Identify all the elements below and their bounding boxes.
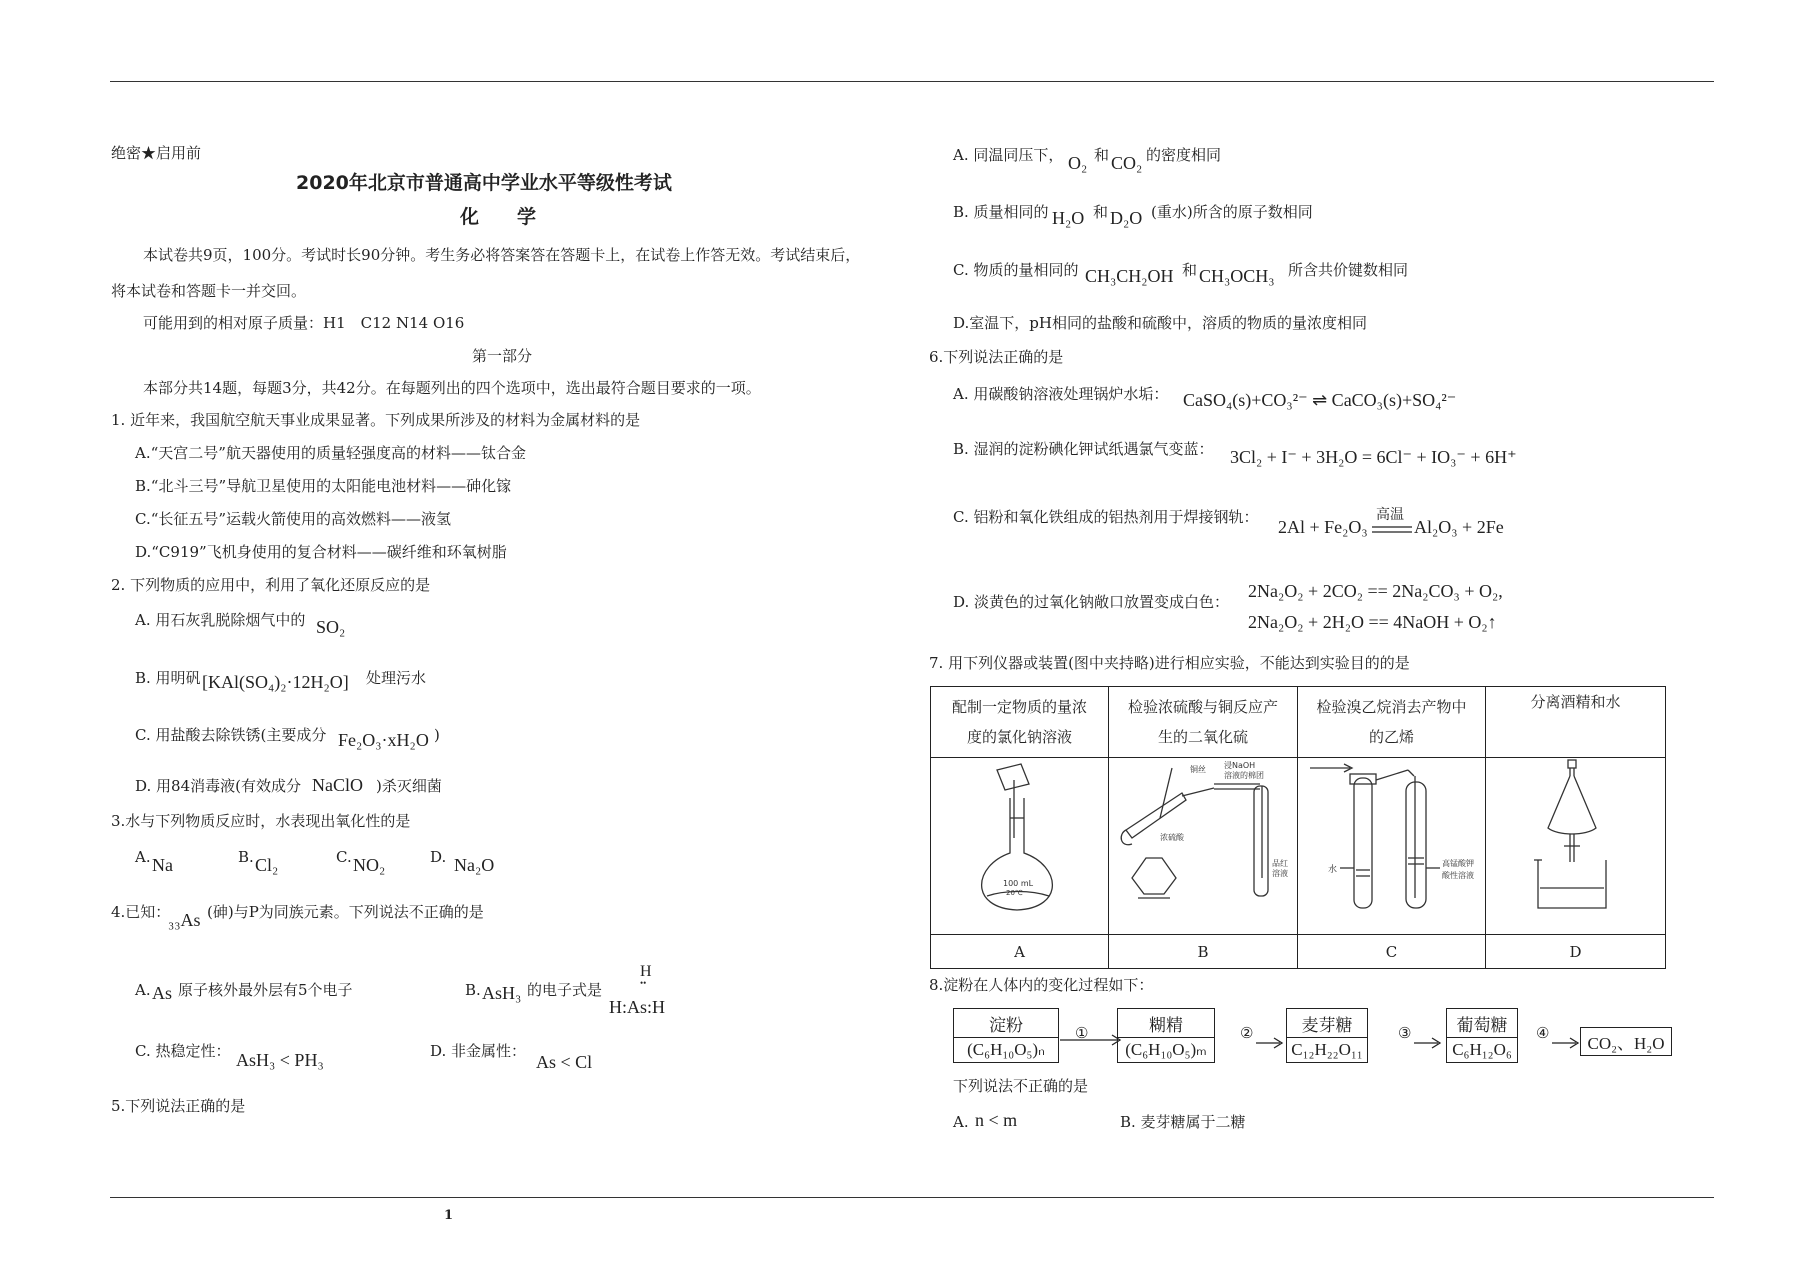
exp-d-header: 分离酒精和水 [1486,687,1666,758]
q1-option-a: A.“天宫二号”航天器使用的质量轻强度高的材料——钛合金 [135,444,526,462]
step-4-label: ④ [1536,1024,1550,1042]
intro-line-2: 将本试卷和答题卡一并交回。 [111,282,307,300]
q6-option-a-formula: CaSO₄(s)+CO₃²⁻ ⇌ CaCO₃(s)+SO₄²⁻ [1183,390,1457,410]
q6-option-d-formula-1: 2Na₂O₂ + 2CO₂ == 2Na₂CO₃ + O₂, [1248,581,1503,601]
q2-option-d-end: )杀灭细菌 [376,777,442,795]
q5-option-c-mid: 和 [1182,261,1198,279]
q4-option-a-formula: As [152,983,173,1003]
q3-option-b: B. [238,848,254,866]
q4-stem: 4.已知： [111,903,171,921]
q4-option-b-end: 的电子式是 [527,981,603,999]
starch-box [953,1008,1059,1063]
flask-volume-label: 100 mL [1003,879,1034,888]
q5-option-b-formula-1: H₂O [1052,208,1085,228]
q5-option-b-end: (重水)所含的原子数相同 [1151,203,1313,221]
exp-d-label: D [1486,935,1666,969]
subject-title: 化 学 [460,206,537,228]
q8-option-a-formula: n < m [975,1110,1018,1130]
q4-option-c: C. 热稳定性： [135,1042,231,1060]
q2-option-c: C. 用盐酸去除铁锈(主要成分 [135,726,327,744]
bottom-rule [110,1197,1714,1198]
exp-b-label: B [1109,935,1298,969]
q5-option-d: D.室温下，pH相同的盐酸和硫酸中，溶质的物质的量浓度相同 [953,314,1367,332]
q5-option-c-end: 所含共价键数相同 [1288,261,1409,279]
ethylene-test-apparatus-icon [1300,758,1485,928]
q5-option-a-formula-1: O₂ [1068,153,1088,173]
q8-stem: 8.淀粉在人体内的变化过程如下： [929,976,1154,994]
q6-option-b-formula: 3Cl₂ + I⁻ + 3H₂O = 6Cl⁻ + IO₃⁻ + 6H⁺ [1230,447,1517,467]
q6-option-c-formula-1: 2Al + Fe₂O₃ [1278,517,1368,537]
q3-option-d-formula: Na₂O [454,855,495,875]
dextrin-name: 糊精 [1118,1009,1214,1038]
starch-name: 淀粉 [954,1009,1058,1038]
q6-stem: 6.下列说法正确的是 [929,348,1064,366]
q8-option-a: A. [953,1113,969,1131]
q2-option-a: A. 用石灰乳脱除烟气中的 [135,611,306,629]
q5-option-a-formula-2: CO₂ [1111,153,1143,173]
exp-c-label: C [1298,935,1486,969]
arsine-dot-pair: •• [640,978,647,988]
separatory-funnel-icon [1488,758,1658,928]
q2-option-d-formula: NaClO [312,775,363,795]
intro-line-1: 本试卷共9页，100分。考试时长90分钟。考生务必将答案答在答题卡上，在试卷上作答无效。考试结束后， [143,246,861,264]
step-4-arrow [1552,1033,1582,1053]
maltose-formula: C₁₂H₂₂O₁₁ [1291,1040,1363,1059]
q1-stem: 1. 近年来，我国航空航天事业成果显著。下列成果所涉及的材料为金属材料的是 [111,411,641,429]
q5-option-a-end: 的密度相同 [1146,146,1222,164]
naoh-cotton-label-1: 浸NaOH [1224,761,1256,770]
exam-title: 2020年北京市普通高中学业水平等级性考试 [296,172,672,194]
magenta-label-2: 溶液 [1272,869,1288,878]
products-formula: CO₂、H₂O [1587,1034,1665,1053]
naoh-cotton-label-2: 溶液的棉团 [1224,771,1264,780]
q2-option-c-formula: Fe₂O₃·xH₂O [338,730,429,750]
conc-acid-label: 浓硫酸 [1160,833,1184,842]
q2-option-b: B. 用明矾 [135,669,201,687]
q4-option-c-formula: AsH₃ < PH₃ [236,1050,324,1070]
equals-sign [1372,526,1412,534]
q3-option-c: C. [336,848,352,866]
q6-option-d: D. 淡黄色的过氧化钠敞口放置变成白色： [953,593,1230,611]
secret-label: 绝密★启用前 [111,144,202,162]
q4-option-d: D. 非金属性： [430,1042,527,1060]
q8-option-b: B. 麦芽糖属于二糖 [1120,1113,1246,1131]
step-1-label: ① [1075,1024,1089,1042]
q6-option-c: C. 铝粉和氧化铁组成的铝热剂用于焊接钢轨： [953,508,1259,526]
part-heading: 第一部分 [472,347,533,365]
arsine-dot-h: H [640,963,652,980]
step-3-label: ③ [1398,1024,1412,1042]
q5-option-b: B. 质量相同的 [953,203,1049,221]
q6-option-c-condition: 高温 [1376,507,1404,523]
exp-b-header: 检验浓硫酸与铜反应产 生的二氧化硫 [1109,687,1298,758]
q1-option-b: B.“北斗三号”导航卫星使用的太阳能电池材料——砷化镓 [135,477,512,495]
q3-option-a-formula: Na [152,855,173,875]
q3-option-a: A. [135,848,151,866]
q5-option-c: C. 物质的量相同的 [953,261,1079,279]
q2-option-b-formula: [KAl(SO₄)₂·12H₂O] [202,672,349,692]
products-box [1580,1027,1672,1056]
page-number: 1 [444,1208,454,1223]
q3-stem: 3.水与下列物质反应时，水表现出氧化性的是 [111,812,411,830]
q6-option-b: B. 湿润的淀粉碘化钾试纸遇氯气变蓝： [953,440,1214,458]
q5-option-b-mid: 和 [1093,203,1109,221]
atomic-mass: 可能用到的相对原子质量：H1 C12 N14 O16 [143,314,465,332]
q2-stem: 2. 下列物质的应用中，利用了氧化还原反应的是 [111,576,431,594]
step-3-arrow [1414,1033,1444,1053]
step-1-arrow [1060,1030,1124,1050]
arsine-electron-formula: H:As:H [609,997,666,1017]
q4-option-a-end: 原子核外最外层有5个电子 [178,981,353,999]
exp-c-header: 检验溴乙烷消去产物中 的乙烯 [1298,687,1486,758]
q2-option-d: D. 用84消毒液(有效成分 [135,777,301,795]
q4-option-a: A. [135,981,151,999]
q4-option-d-formula: As < Cl [536,1052,593,1072]
q5-option-a: A. 同温同压下， [953,146,1064,164]
q6-option-c-formula-2: Al₂O₃ + 2Fe [1414,517,1504,537]
q3-option-c-formula: NO₂ [353,855,386,875]
exp-a-label: A [931,935,1109,969]
q2-option-a-formula: SO₂ [316,617,346,637]
q7-stem: 7. 用下列仪器或装置(图中夹持略)进行相应实验，不能达到实验目的的是 [929,654,1410,672]
glucose-box [1446,1008,1518,1063]
water-label: 水 [1328,865,1338,875]
copper-wire-label: 铜丝 [1190,765,1206,774]
q5-option-b-formula-2: D₂O [1110,208,1143,228]
volumetric-flask-icon [935,758,1105,928]
q1-option-d: D.“C919”飞机身使用的复合材料——碳纤维和环氧树脂 [135,543,507,561]
dextrin-box [1117,1008,1215,1063]
q5-option-a-mid: 和 [1094,146,1110,164]
dextrin-formula: (C₆H₁₀O₅)ₘ [1125,1040,1207,1059]
q3-option-b-formula: Cl₂ [255,855,279,875]
glucose-name: 葡萄糖 [1447,1009,1517,1038]
flask-temperature-label: 20℃ [1006,889,1023,897]
q5-stem: 5.下列说法正确的是 [111,1097,246,1115]
copper-acid-apparatus-icon [1112,758,1297,928]
top-rule [110,81,1714,82]
kmno4-label-1: 高锰酸钾 [1442,859,1474,868]
q6-option-a: A. 用碳酸钠溶液处理锅炉水垢： [953,385,1169,403]
q4-option-b-formula: AsH₃ [482,983,522,1003]
q4-stem-formula: ₃₃As [168,910,201,930]
part-description: 本部分共14题，每题3分，共42分。在每题列出的四个选项中，选出最符合题目要求的一项。 [143,379,761,397]
q4-option-b: B. [465,981,481,999]
q2-option-b-end: 处理污水 [366,669,427,687]
q2-option-c-end: ) [434,726,440,744]
magenta-label-1: 品红 [1272,859,1288,868]
maltose-name: 麦芽糖 [1287,1009,1367,1038]
step-2-arrow [1256,1033,1286,1053]
q5-option-c-formula-2: CH₃OCH₃ [1199,266,1275,286]
kmno4-label-2: 酸性溶液 [1442,871,1474,880]
q4-stem-end: (砷)与P为同族元素。下列说法不正确的是 [207,903,484,921]
glucose-formula: C₆H₁₂O₆ [1452,1040,1512,1059]
starch-formula: (C₆H₁₀O₅)ₙ [967,1040,1045,1059]
q3-option-d: D. [430,848,447,866]
maltose-box [1286,1008,1368,1063]
q8-subquestion: 下列说法不正确的是 [953,1077,1089,1095]
q1-option-c: C.“长征五号”运载火箭使用的高效燃料——液氢 [135,510,452,528]
exp-a-header: 配制一定物质的量浓 度的氯化钠溶液 [931,687,1109,758]
q6-option-d-formula-2: 2Na₂O₂ + 2H₂O == 4NaOH + O₂↑ [1248,612,1497,632]
q5-option-c-formula-1: CH₃CH₂OH [1085,266,1174,286]
step-2-label: ② [1240,1024,1254,1042]
